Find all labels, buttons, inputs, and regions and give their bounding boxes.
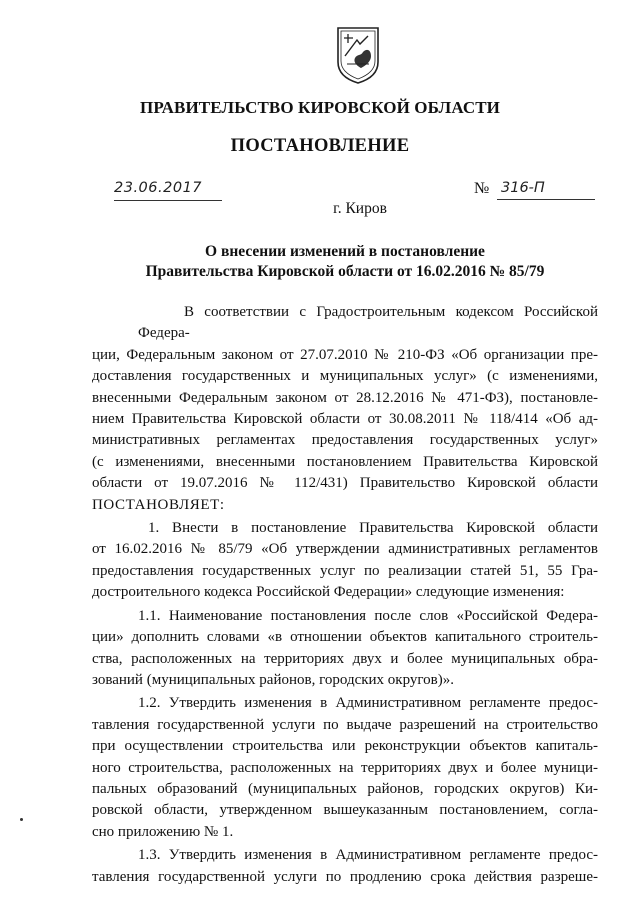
subject-line: Правительства Кировской области от 16.02.2016 № 85/79 <box>145 263 545 280</box>
kirov-coat-of-arms-icon <box>335 26 381 84</box>
body-line: пальных образований (муниципальных районов, городских округов) Ки- <box>92 780 598 797</box>
body-line: ровской области, утвержденном вышеуказанным постановлением, согла- <box>92 802 598 819</box>
document-number: 316-П <box>497 178 595 200</box>
scan-speck <box>20 818 23 821</box>
government-title: ПРАВИТЕЛЬСТВО КИРОВСКОЙ ОБЛАСТИ <box>140 98 500 117</box>
body-line: при осуществлении строительства или реконструкции объектов капиталь- <box>92 738 598 755</box>
body-line: тавления государственной услуги по выдаче разрешений на строительство <box>92 716 598 733</box>
city-name: г. Киров <box>333 200 387 217</box>
body-line: министративных регламентах предоставления государственных услуг» <box>92 432 598 449</box>
document-body <box>92 302 598 888</box>
body-line: области от 19.07.2016 № 112/431) Правительство Кировской области <box>92 475 598 492</box>
paragraph-item-1-2 <box>92 693 598 843</box>
number-label: № <box>474 180 490 197</box>
body-line: 1.2. Утвердить изменения в Административном регламенте предос- <box>138 695 598 712</box>
body-line: 1.1. Наименование постановления после слов «Российской Федера- <box>138 607 598 624</box>
body-line: ции» дополнить словами «в отношении объектов капитального строитель- <box>92 629 598 646</box>
paragraph-item-1-1 <box>92 606 598 692</box>
body-line: В соответствии с Градостроительным кодексом Российской Федера- <box>138 304 598 342</box>
body-line: ПОСТАНОВЛЯЕТ: <box>92 496 225 513</box>
body-line: ции, Федеральным законом от 27.07.2010 № 210-ФЗ «Об организации пре- <box>92 346 598 363</box>
document-date: 23.06.2017 <box>114 178 222 201</box>
body-line: (с изменениями, внесенными постановлением Правительства Кировской <box>92 453 598 470</box>
paragraph-item-1-3 <box>92 845 598 888</box>
document-type-title: ПОСТАНОВЛЕНИЕ <box>230 136 410 156</box>
body-line: ства, расположенных на территориях двух и более муниципальных обра- <box>92 650 598 667</box>
body-line: доставления государственных и муниципальных услуг» (с изменениями, <box>92 368 598 385</box>
subject-line: О внесении изменений в постановление <box>205 243 485 260</box>
body-line: зований (муниципальных районов, городских округов)». <box>92 671 454 688</box>
body-line: тавления государственной услуги по продлению срока действия разреше- <box>92 868 598 885</box>
paragraph-preamble <box>92 302 598 516</box>
body-line: 1.3. Утвердить изменения в Административном регламенте предос- <box>138 847 598 864</box>
body-line: от 16.02.2016 № 85/79 «Об утверждении административных регламентов <box>92 541 598 558</box>
body-line: внесенными Федеральным законом от 28.12.2016 № 471-ФЗ), постановле- <box>92 389 598 406</box>
body-line: сно приложению № 1. <box>92 823 234 840</box>
body-line: нием Правительства Кировской области от 30.08.2011 № 118/414 «Об ад- <box>92 411 598 428</box>
paragraph-item-1 <box>92 518 598 604</box>
body-line: достроительного кодекса Российской Федерации» следующие изменения: <box>92 584 565 601</box>
body-line: 1. Внести в постановление Правительства Кировской области <box>148 520 598 537</box>
body-line: предоставления государственных услуг по реализации статей 51, 55 Гра- <box>92 562 598 579</box>
body-line: ного строительства, расположенных на территориях двух и более муници- <box>92 759 598 776</box>
document-subject <box>110 242 580 282</box>
